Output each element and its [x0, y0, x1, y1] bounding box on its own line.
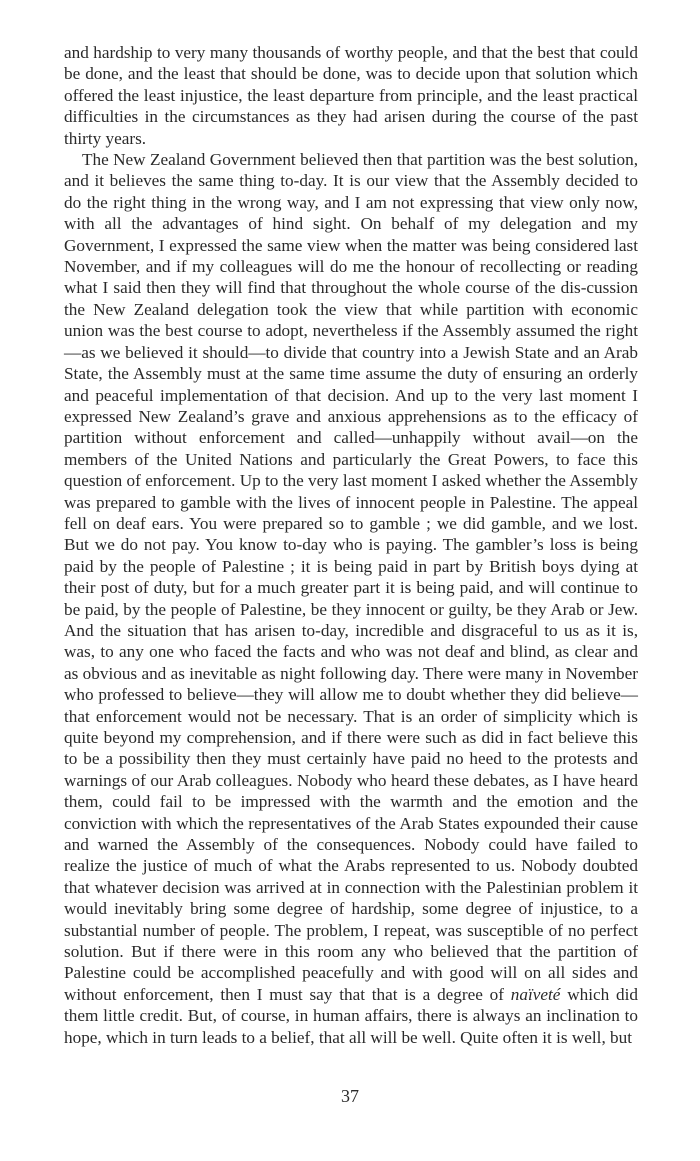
paragraph-2 [64, 149, 638, 1048]
page-body [64, 42, 638, 1048]
page-number: 37 [341, 1086, 359, 1106]
paragraph-1 [64, 42, 638, 149]
paragraph-2-text: The New Zealand Government believed then that partition was the best solution, and it believes the same thing to-day. It is our view that the Assembly decided to do the right thing in the wrong way, and I am not expressing that view only now, with all the advantages of hind sight. On behalf of my delegation and my Government, I expressed the same view when the matter was being considered last November, and if my colleagues will do me the honour of recollecting or reading what I said then they will find that throughout the whole course of the dis-cussion the New Zealand delegation took the view that while partition with economic union was the best course to adopt, nevertheless if the Assembly assumed the right—as we believed it should—to divide that country into a Jewish State and an Arab State, the Assembly must at the same time assume the duty of ensuring an orderly and peaceful implementation of that decision. And up to the very last moment I expressed New Zealand’s grave and anxious apprehensions as to the efficacy of partition without enforcement and called—unhappily without avail—on the members of the United Nations and particularly the Great Powers, to face this question of enforcement. Up to the very last moment I asked whether the Assembly was prepared to gamble with the lives of innocent people in Palestine. The appeal fell on deaf ears. You were prepared so to gamble ; we did gamble, and we lost. But we do not pay. You know to-day who is paying. The gambler’s loss is being paid by the people of Palestine ; it is being paid in part by British boys dying at their post of duty, but for a much greater part it is being paid, and will continue to be paid, by the people of Palestine, be they innocent or guilty, be they Arab or Jew. And the situation that has arisen to-day, incredible and disgraceful to us as it is, was, to any one who faced the facts and who was not deaf and blind, as clear and as obvious and as inevitable as night following day. There were many in November who professed to believe—they will allow me to doubt whether they did believe—that enforcement would not be necessary. That is an order of simplicity which is quite beyond my comprehension, and if there were such as did in fact believe this to be a possibility then they must certainly have paid no heed to the protests and warnings of our Arab colleagues. Nobody who heard these debates, as I have heard them, could fail to be impressed with the warmth and the emotion and the conviction with which the representatives of the Arab States expounded their cause and warned the Assembly of the consequences. Nobody could have failed to realize the justice of much of what the Arabs represented to us. Nobody doubted that whatever decision was arrived at in connection with the Palestinian problem it would inevitably bring some degree of hardship, some degree of injustice, to a substantial number of people. The problem, I repeat, was susceptible of no perfect solution. But if there were in this room any who believed that the partition of Palestine could be accomplished peacefully and with good will on all sides and without enforcement, then I must say that that is a degree of [64, 150, 638, 1004]
paragraph-2-text-tail: which did them little credit. But, of course, in human affairs, there is always an inclination to hope, which in turn leads to a belief, that all will be well. Quite often it is well, but [64, 984, 639, 1047]
paragraph-2-italic-word: naïveté [510, 984, 561, 1004]
paragraph-1-text: and hardship to very many thousands of worthy people, and that the best that could be done, and the least that should be done, was to decide upon that solution which offered the least injustice, the least departure from principle, and the least practical difficulties in the circumstances as they had arisen during the course of the past thirty years. [64, 43, 638, 148]
